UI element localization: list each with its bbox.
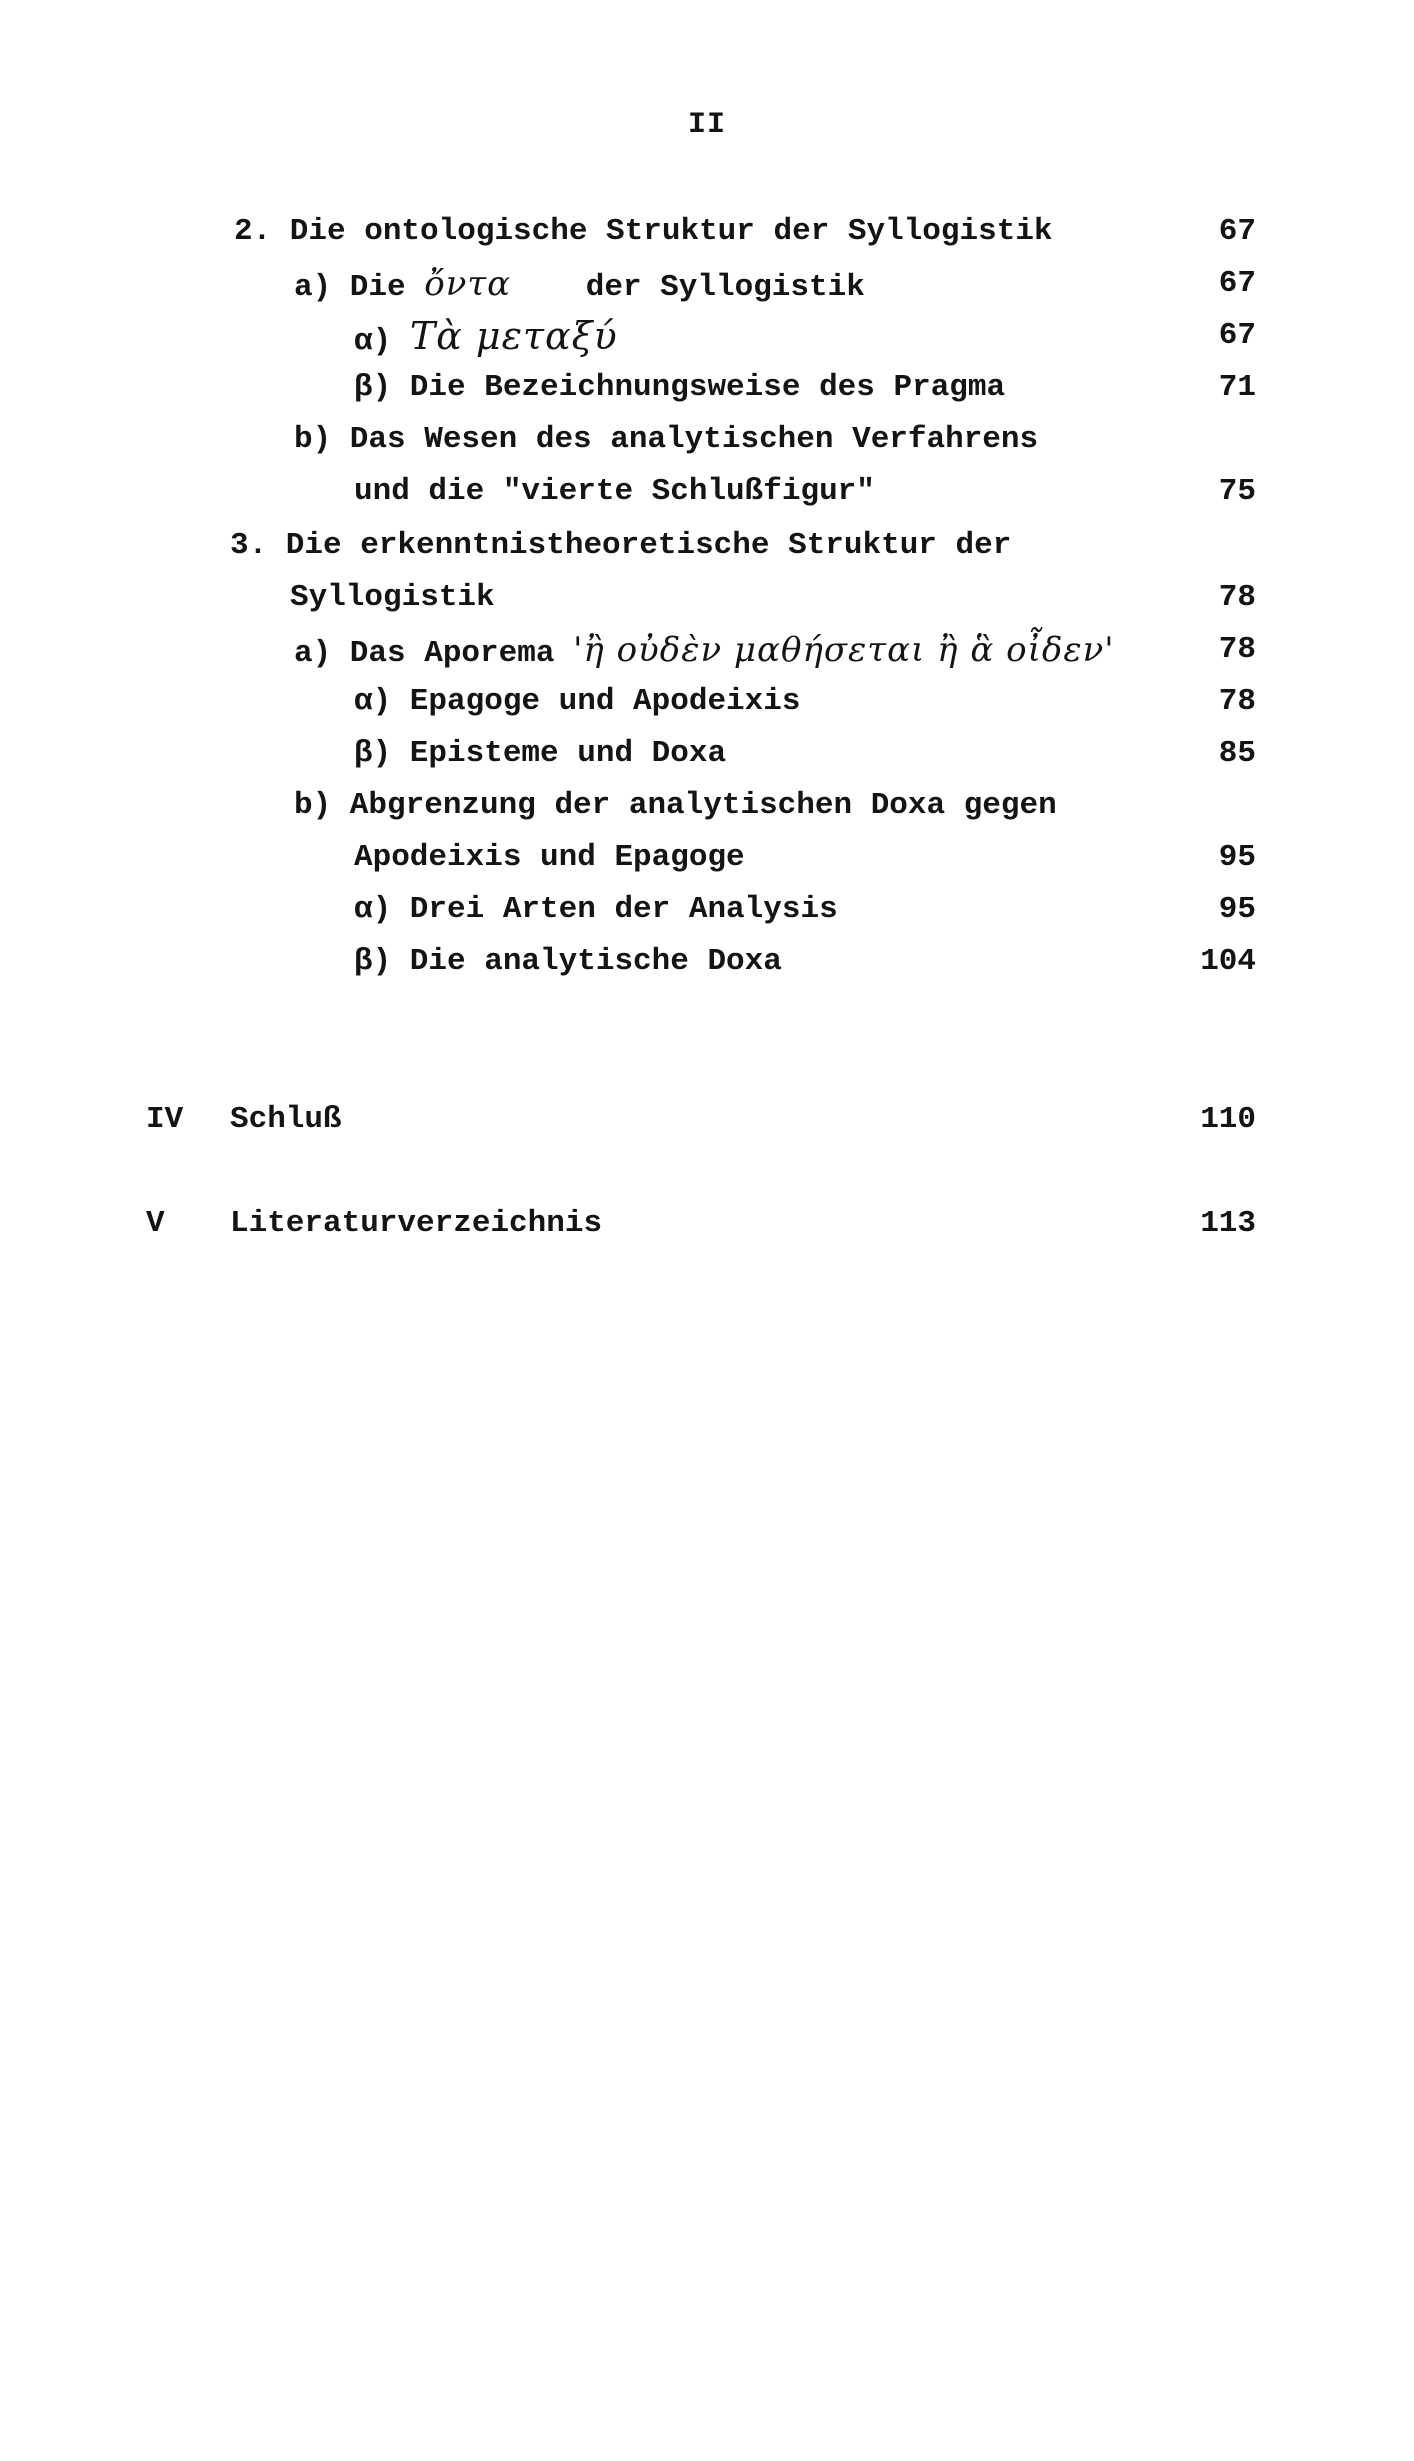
toc-entry-page: 78 <box>1218 580 1256 615</box>
toc-entry-label: α) Drei Arten der Analysis <box>354 892 838 927</box>
toc-entry-section-2b <box>0 414 1414 466</box>
toc-entry-label: Syllogistik <box>290 580 495 615</box>
toc-entry-label: b) Das Wesen des analytischen Verfahrens <box>294 422 1039 457</box>
toc-entry-label: β) Die analytische Doxa <box>354 944 782 979</box>
toc-entry-section-3a <box>0 624 1414 676</box>
toc-entry-section-3 <box>0 520 1414 572</box>
toc-entry-section-3b-alpha <box>0 884 1414 936</box>
toc-entry-section-3b-continued <box>0 832 1414 884</box>
page-number: II <box>687 108 726 142</box>
toc-entry-label: b) Abgrenzung der analytischen Doxa gegen <box>294 788 1057 823</box>
toc-entry-label: α) Epagoge und Apodeixis <box>354 684 801 719</box>
toc-entry-section-2 <box>0 206 1414 258</box>
toc-entry-section-3b <box>0 780 1414 832</box>
toc-entry-label <box>354 310 618 368</box>
toc-entry-label-suffix: der Syllogistik <box>585 270 865 305</box>
toc-entry-page: 110 <box>1200 1102 1256 1137</box>
toc-entry-section-2b-continued <box>0 466 1414 518</box>
toc-entry-section-2a <box>0 258 1414 310</box>
toc-entry-label <box>294 258 865 314</box>
toc-entry-section-3a-alpha <box>0 676 1414 728</box>
chapter-numeral: IV <box>146 1102 184 1137</box>
toc-entry-label: Apodeixis und Epagoge <box>354 840 745 875</box>
toc-entry-label: und die "vierte Schlußfigur" <box>354 474 875 509</box>
toc-entry-page: 78 <box>1218 684 1256 719</box>
toc-entry-page: 95 <box>1218 840 1256 875</box>
toc-entry-page: 85 <box>1218 736 1256 771</box>
toc-entry-page: 67 <box>1218 214 1256 249</box>
greek-quote: 'ἢ οὐδὲν μαθήσεται ἢ ἃ οἶδεν' <box>573 630 1115 670</box>
toc-chapter-iv <box>0 1094 1414 1146</box>
toc-entry-label: 3. Die erkenntnistheoretische Struktur der <box>230 528 1012 563</box>
toc-entry-page: 67 <box>1218 318 1256 353</box>
chapter-numeral: V <box>146 1206 165 1241</box>
greek-term: ὄντα <box>424 264 512 304</box>
toc-entry-label: β) Episteme und Doxa <box>354 736 727 771</box>
toc-entry-page: 67 <box>1218 266 1256 301</box>
toc-entry-page: 113 <box>1200 1206 1256 1241</box>
toc-entry-page: 71 <box>1218 370 1256 405</box>
toc-entry-label: β) Die Bezeichnungsweise des Pragma <box>354 370 1006 405</box>
greek-term: Τὰ μεταξύ <box>409 314 618 358</box>
toc-entry-section-3b-beta <box>0 936 1414 988</box>
toc-entry-page: 95 <box>1218 892 1256 927</box>
toc-entry-label-prefix: a) Das Aporema <box>294 636 555 671</box>
toc-entry-page: 78 <box>1218 632 1256 667</box>
toc-entry-label-prefix: a) Die <box>294 270 406 305</box>
toc-entry-section-3-continued <box>0 572 1414 624</box>
toc-entry-label: 2. Die ontologische Struktur der Syllogistik <box>234 214 1053 249</box>
chapter-title: Schluß <box>230 1102 342 1137</box>
toc-chapter-v <box>0 1198 1414 1250</box>
toc-entry-section-2a-beta <box>0 362 1414 414</box>
chapter-title: Literaturverzeichnis <box>230 1206 603 1241</box>
toc-entry-section-3a-beta <box>0 728 1414 780</box>
toc-entry-label <box>294 624 1115 680</box>
toc-entry-label-prefix: α) <box>354 324 392 359</box>
toc-entry-page: 104 <box>1200 944 1256 979</box>
toc-entry-section-2a-alpha <box>0 310 1414 362</box>
toc-entry-page: 75 <box>1218 474 1256 509</box>
